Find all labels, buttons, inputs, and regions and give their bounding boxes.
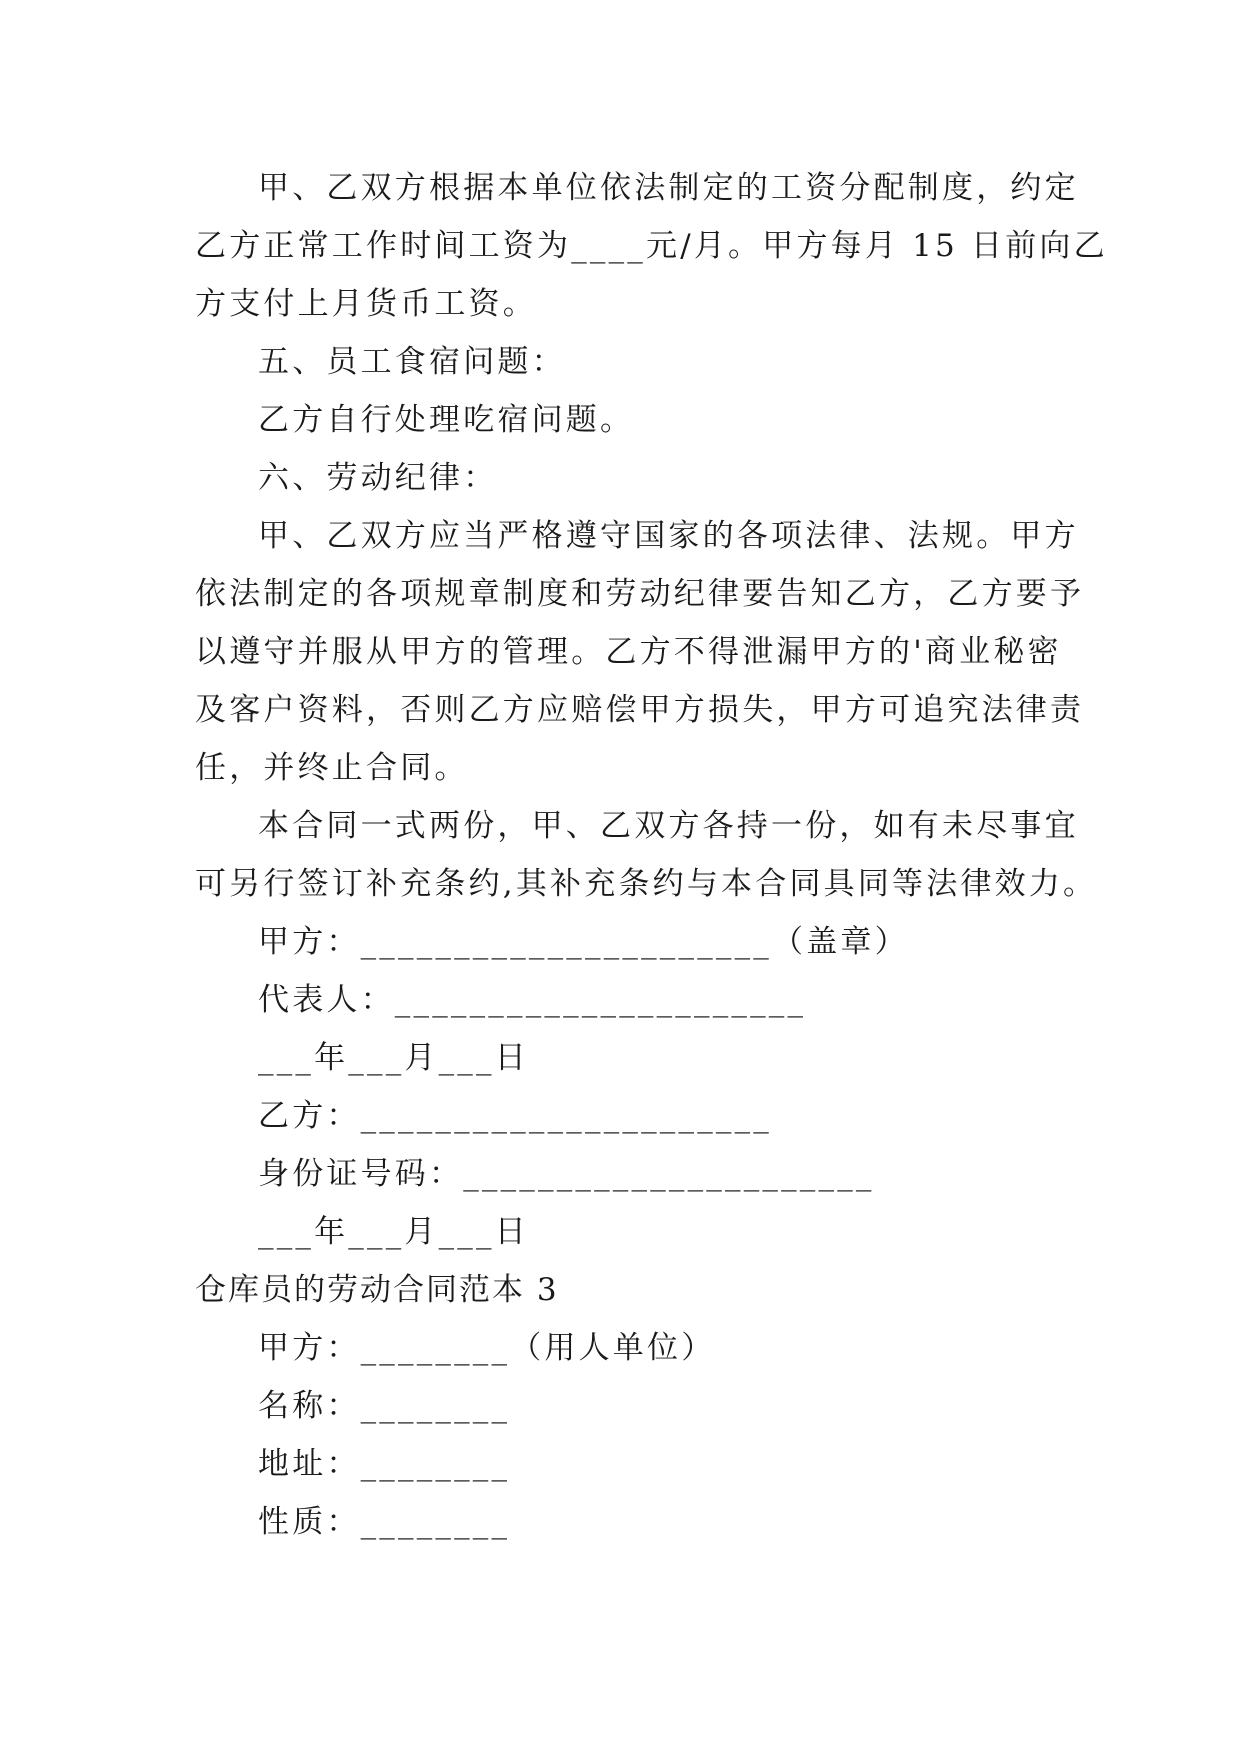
party-b-date-line: ___年___月___日 xyxy=(258,1214,529,1250)
employer-line: 甲方：________（用人单位） xyxy=(258,1330,716,1366)
section-heading-labor-discipline: 六、劳动纪律： xyxy=(258,460,498,496)
id-number-line: 身份证号码：______________________ xyxy=(258,1156,875,1192)
representative-signature-line: 代表人：______________________ xyxy=(258,982,807,1018)
party-b-signature-line: 乙方：______________________ xyxy=(258,1098,772,1134)
meals-lodging-text: 乙方自行处理吃宿问题。 xyxy=(258,402,635,438)
discipline-paragraph-line-1: 甲、乙双方应当严格遵守国家的各项法律、法规。甲方 xyxy=(258,518,1079,554)
wage-paragraph-line-1: 甲、乙双方根据本单位依法制定的工资分配制度，约定 xyxy=(258,170,1079,206)
copies-paragraph-line-1: 本合同一式两份，甲、乙双方各持一份，如有未尽事宜 xyxy=(258,808,1079,844)
party-a-signature-line: 甲方：______________________（盖章） xyxy=(258,924,909,960)
name-field-line: 名称：________ xyxy=(258,1388,511,1424)
nature-field-line: 性质：________ xyxy=(258,1504,511,1540)
discipline-paragraph-line-5: 任，并终止合同。 xyxy=(195,750,469,786)
wage-paragraph-line-2: 乙方正常工作时间工资为____元/月。甲方每月 15 日前向乙 xyxy=(195,228,1108,264)
discipline-paragraph-line-4: 及客户资料，否则乙方应赔偿甲方损失，甲方可追究法律责 xyxy=(195,692,1085,728)
wage-paragraph-line-3: 方支付上月货币工资。 xyxy=(195,286,537,322)
address-field-line: 地址：________ xyxy=(258,1446,511,1482)
discipline-paragraph-line-3: 以遵守并服从甲方的管理。乙方不得泄漏甲方的'商业秘密 xyxy=(195,634,1062,670)
party-a-date-line: ___年___月___日 xyxy=(258,1040,529,1076)
discipline-paragraph-line-2: 依法制定的各项规章制度和劳动纪律要告知乙方，乙方要予 xyxy=(195,576,1085,612)
copies-paragraph-line-2: 可另行签订补充条约,其补充条约与本合同具同等法律效力。 xyxy=(195,866,1098,902)
section-heading-meals-lodging: 五、员工食宿问题： xyxy=(258,344,566,380)
contract-template-title: 仓库员的劳动合同范本 3 xyxy=(195,1272,559,1308)
